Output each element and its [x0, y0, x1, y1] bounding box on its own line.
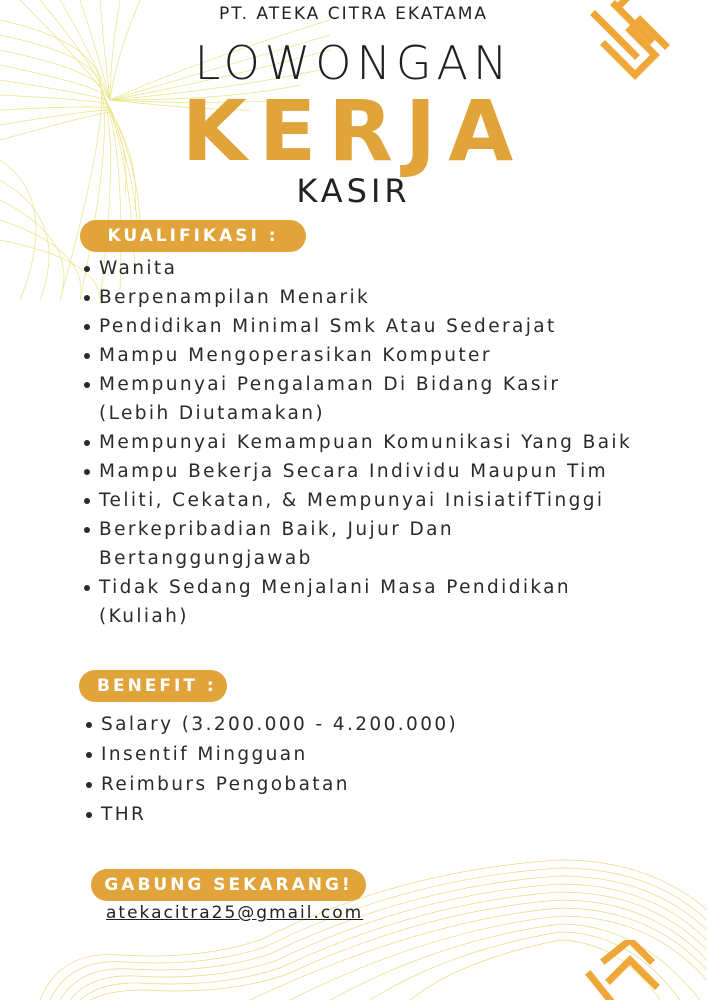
list-item: Berkepribadian Baik, Jujur Dan Bertanggungjawab — [81, 515, 479, 573]
headline-kerja: KERJA — [181, 82, 526, 180]
list-item: Pendidikan Minimal Smk Atau Sederajat — [81, 312, 671, 341]
list-item: Berpenampilan Menarik — [81, 283, 671, 312]
list-item: Mampu Mengoperasikan Komputer — [81, 341, 671, 370]
headline-lowongan: LOWONGAN — [194, 36, 513, 90]
benefits-list — [83, 710, 583, 830]
benefits-label: BENEFIT : — [79, 670, 227, 702]
email-link[interactable]: atekacitra25@gmail.com — [106, 903, 364, 923]
list-item: Wanita — [81, 254, 671, 283]
list-item: Tidak Sedang Menjalani Masa Pendidikan (Kuliah) — [81, 573, 599, 631]
list-item: Mampu Bekerja Secara Individu Maupun Tim — [81, 457, 671, 486]
list-item: Reimburs Pengobatan — [83, 770, 583, 800]
qualifications-label: KUALIFIKASI : — [80, 220, 306, 252]
list-item: THR — [83, 800, 583, 830]
list-item: Mempunyai Kemampuan Komunikasi Yang Baik — [81, 428, 671, 457]
qualifications-list — [81, 254, 671, 631]
list-item: Salary (3.200.000 - 4.200.000) — [83, 710, 583, 740]
list-item: Insentif Mingguan — [83, 740, 583, 770]
join-now-label: GABUNG SEKARANG! — [91, 869, 366, 901]
interlocking-s-logo-icon-bottom — [580, 940, 660, 1000]
position-title: KASIR — [296, 172, 411, 210]
list-item: Teliti, Cekatan, & Mempunyai InisiatifTinggi — [81, 486, 671, 515]
list-item: Mempunyai Pengalaman Di Bidang Kasir (Lebih Diutamakan) — [81, 370, 579, 428]
company-name: PT. ATEKA CITRA EKATAMA — [218, 4, 489, 24]
